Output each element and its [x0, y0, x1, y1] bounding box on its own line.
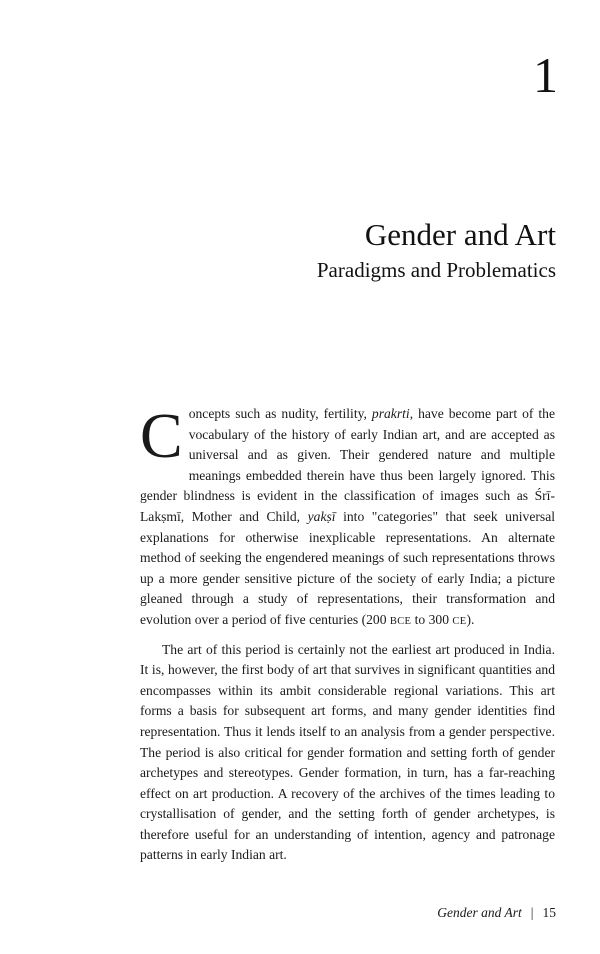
running-footer: [437, 905, 556, 921]
drop-cap: C: [140, 400, 183, 471]
term-prakrti: prakrti: [371, 406, 410, 421]
chapter-subtitle: Paradigms and Problematics: [316, 258, 556, 282]
era-bce: BCE: [389, 615, 412, 627]
paragraph-1-text: oncepts such as nudity, fertility,: [188, 406, 372, 421]
chapter-number: 1: [533, 47, 558, 103]
running-title: Gender and Art: [437, 905, 522, 920]
footer-separator: |: [530, 905, 534, 920]
page-number: 15: [542, 905, 556, 920]
paragraph-2: The art of this period is certainly not the earliest art produced in India. It is, however, the first body of art that survives in significant quantities and encompasses within its ambit considerable regional variations. This art forms a basis for subsequent art forms, and many gender identities find representation. Thus it lends itself to an analysis from a gender perspective. The period is also critical for gender formation and setting forth of gender archetypes and stereotypes. Gender formation, in turn, has a far-reaching effect on art production. A recovery of the archives of the times leading to crystallisation of gender, and the setting forth of gender archetypes, is therefore useful for an understanding of intention, agency and patronage patterns in early Indian art.: [140, 641, 555, 863]
paragraph-1-text: to 300: [411, 611, 453, 627]
paragraph-1: [140, 400, 556, 633]
chapter-title: Gender and Art: [364, 217, 556, 252]
body-text: [140, 400, 556, 866]
term-yaksi: yakṣī: [307, 508, 336, 524]
era-ce: CE: [452, 615, 467, 627]
paragraph-1-text: into "categories" that seek universal explanations for otherwise inexplicable representations. An alternate method of seeking the engendered meanings of such representations throws up a more gender sensitive picture of the society of early India; a picture gleaned through a study of representations, their transformation and evolution over a period of five centuries (200: [140, 508, 556, 627]
paragraph-1-text: , have become part of the vocabulary of the history of early Indian art, and are accepted as universal and as given. Their gendered nature and multiple meanings embedded therein have thus been largely ignored. This gender blindness is evident in the classification of images such as Śrī-Lakṣmī, Mother and Child,: [140, 406, 555, 524]
paragraph-1-text: ).: [466, 611, 475, 627]
